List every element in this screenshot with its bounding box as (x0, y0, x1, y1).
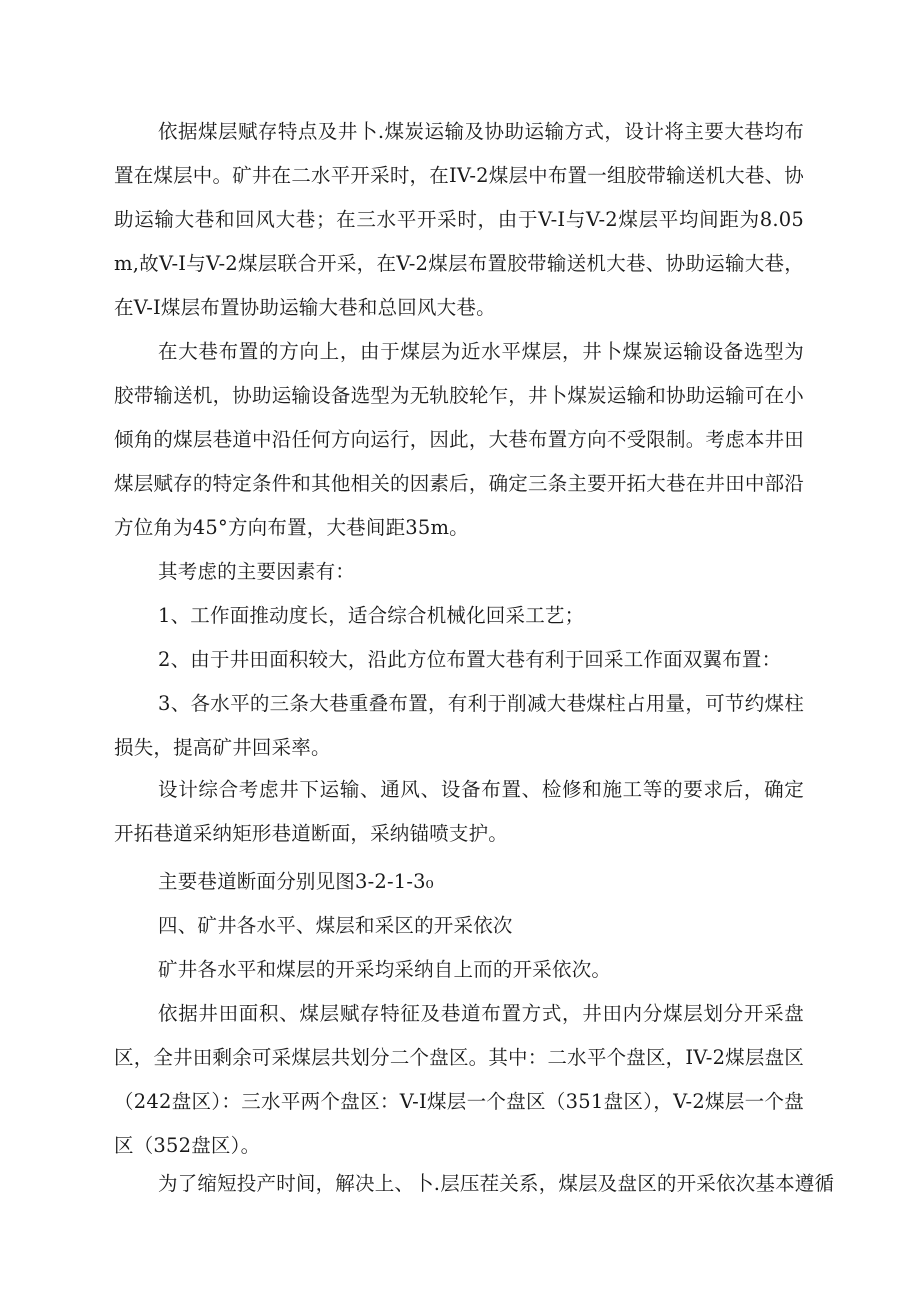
paragraph-section-design: 设计综合考虑井下运输、通风、设备布置、检修和施工等的要求后，确定开拓巷道采纳矩形巷道断面，采纳锚喷支护。 (114, 778, 804, 845)
paragraph-mining-order: 矿井各水平和煤层的开采均采纳自上而的开采依次。 (158, 958, 612, 981)
list-item-factor-1: 1、工作面推动度长，适合综合机械化回采工艺； (158, 604, 585, 627)
paragraph-figure-reference: 主要巷道断面分别见图3-2-1-3₀ (158, 870, 434, 893)
paragraph-panel-division: 依据井田面积、煤层赋存特征及巷道布置方式，井田内分煤层划分开采盘区，全井田剩余可采煤层共划分二个盘区。其中：二水平个盘区，IV-2煤层盘区（242盘区）：三水平两个盘区：V-I煤层一个盘区（351盘区），V-2煤层一个盘区（352盘区）。 (114, 1002, 804, 1157)
paragraph-roadway-direction: 在大巷布置的方向上，由于煤层为近水平煤层，井卜煤炭运输设备选型为胶带输送机，协助运输设备选型为无轨胶轮乍，井卜煤炭运输和协助运输可在小倾角的煤层巷道中沿任何方向运行，因此，大巷布置方向不受限制。考虑本井田煤层赋存的特定条件和其他相关的因素后，确定三条主要开拓大巷在井田中部沿方位角为45°方向布置，大巷间距35m。 (114, 340, 804, 539)
paragraph-sequence-principle: 为了缩短投产时间，解决上、卜.层压茬关系，煤层及盘区的开采依次基本遵循 (158, 1172, 835, 1195)
paragraph-main-roadway-layout: 依据煤层赋存特点及井卜.煤炭运输及协助运输方式，设计将主要大巷均布置在煤层中。矿井在二水平开采时，在IV-2煤层中布置一组胶带输送机大巷、协助运输大巷和回风大巷；在三水平开采时，由于V-I与V-2煤层平均间距为8.05m,故V-I与V-2煤层联合开采，在V-2煤层布置胶带输送机大巷、协助运输大巷，在V-I煤层布置协助运输大巷和总回风大巷。 (114, 120, 804, 319)
list-item-factor-3: 3、各水平的三条大巷重叠布置，有利于削减大巷煤柱占用量，可节约煤柱损失，提高矿井回采率。 (114, 692, 804, 759)
section-heading-mining-sequence: 四、矿井各水平、煤层和采区的开采依次 (158, 914, 513, 937)
paragraph-factors-heading: 其考虑的主要因素有： (158, 560, 356, 583)
list-item-factor-2: 2、由于井田面积较大，沿此方位布置大巷有利于回采工作面双翼布置： (158, 648, 782, 671)
